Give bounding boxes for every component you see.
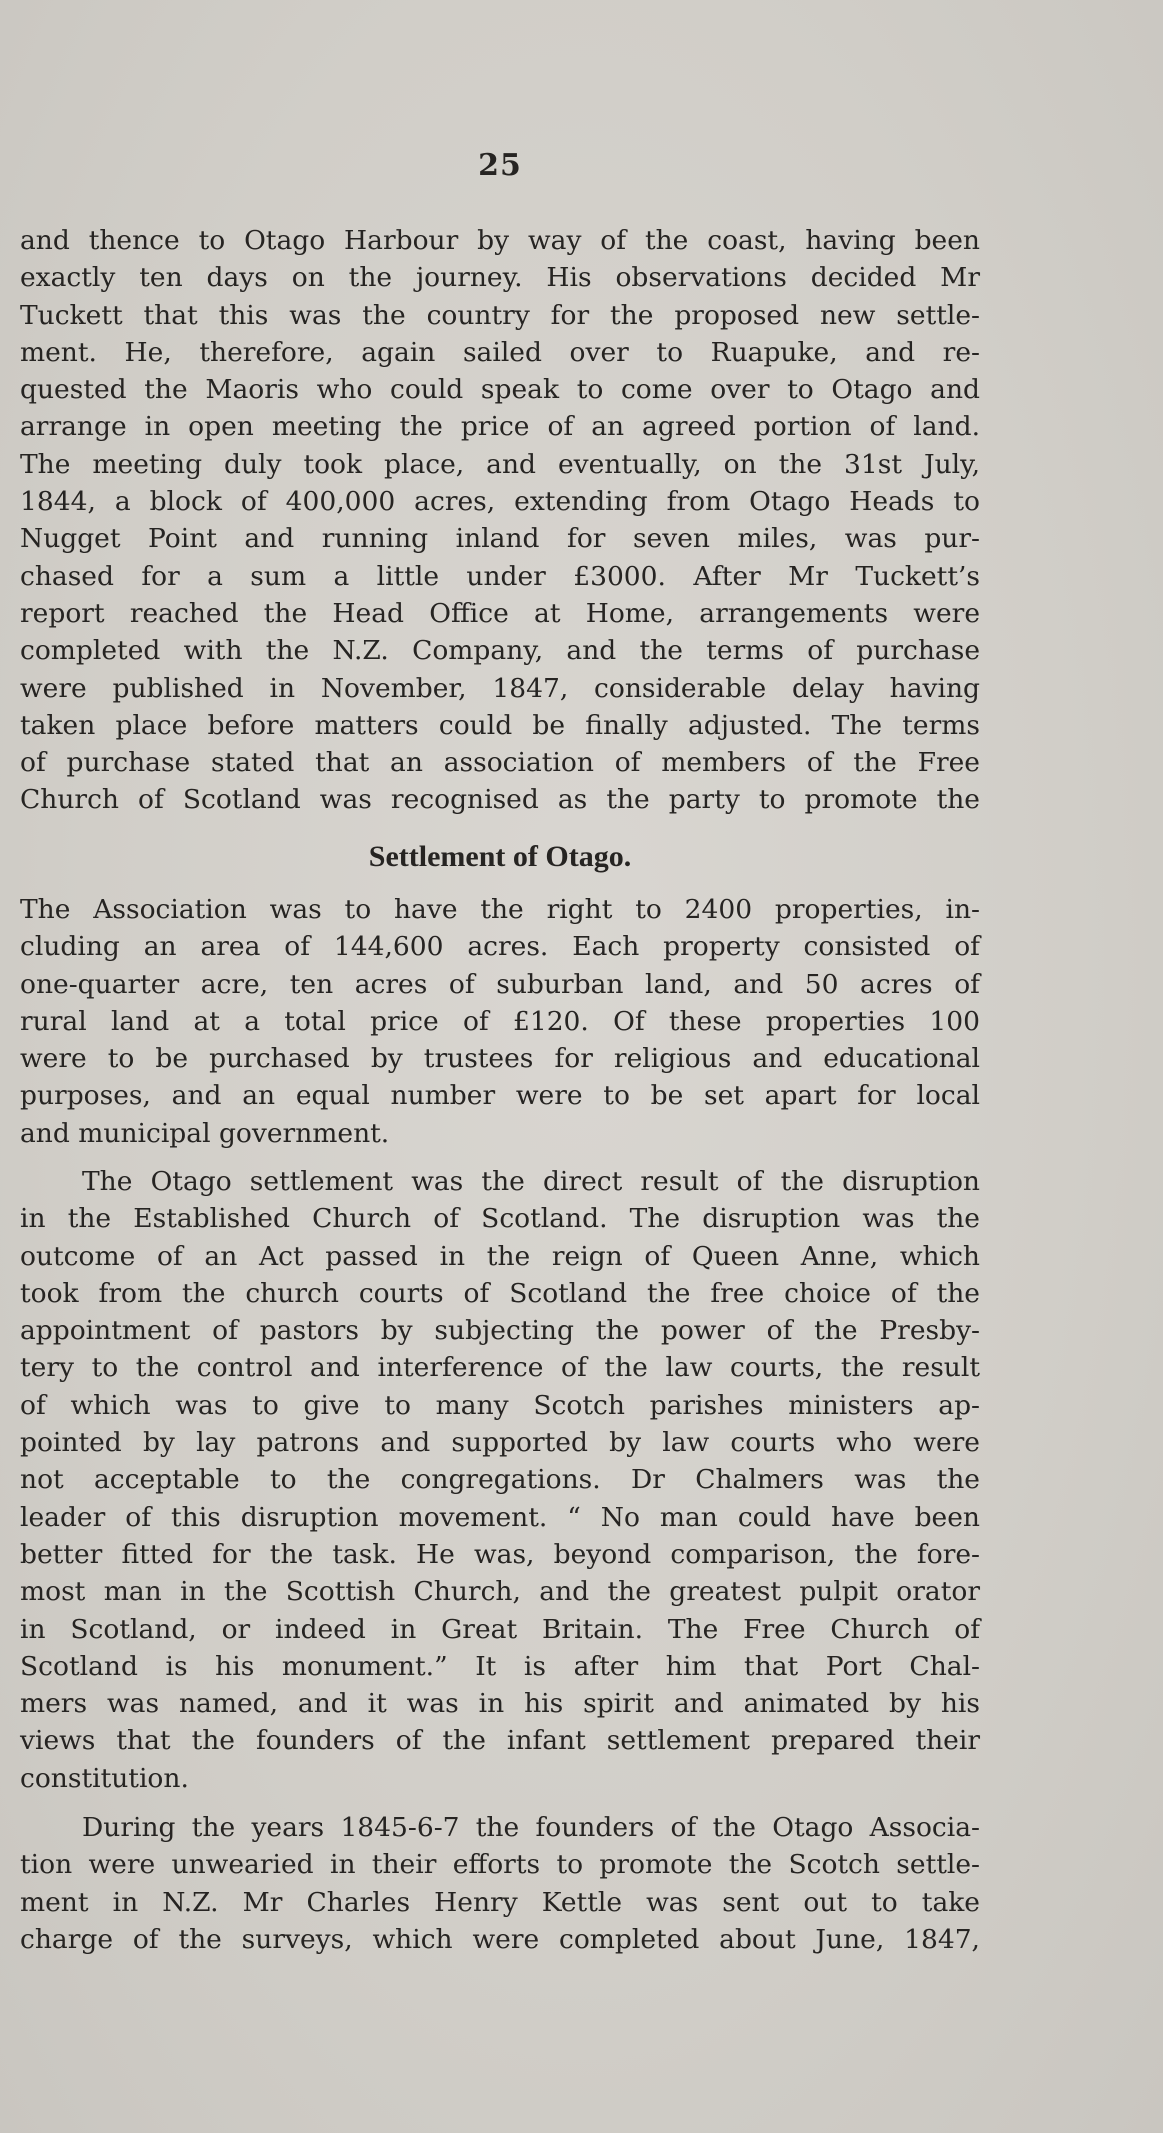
section-heading: Settlement of Otago. — [368, 840, 632, 873]
text-line: in the Established Church of Scotland. The disruption was the — [20, 1203, 980, 1235]
text-line: pointed by lay patrons and supported by law courts who were — [20, 1427, 980, 1459]
text-line: During the years 1845-6-7 the founders of the Otago Associa- — [82, 1812, 980, 1843]
text-line: The Otago settlement was the direct result of the disruption — [82, 1166, 980, 1197]
text-line: quested the Maoris who could speak to come over to Otago and — [20, 374, 980, 406]
text-line: views that the founders of the infant settlement prepared their — [20, 1725, 980, 1757]
text-line: tery to the control and interference of the law courts, the result — [20, 1352, 980, 1384]
paragraph-years — [20, 1809, 980, 1958]
text-line: Church of Scotland was recognised as the party to promote the — [20, 784, 980, 816]
text-line: taken place before matters could be finally adjusted. The terms — [20, 709, 980, 741]
text-line: ment. He, therefore, again sailed over to Ruapuke, and re- — [20, 336, 980, 368]
text-line: charge of the surveys, which were completed about June, 1847, — [20, 1923, 980, 1955]
text-line: leader of this disruption movement. “ No man could have been — [20, 1501, 980, 1533]
paragraph-association — [20, 891, 980, 1152]
text-line: report reached the Head Office at Home, arrangements were — [20, 597, 980, 629]
text-line: exactly ten days on the journey. His observations decided Mr — [20, 262, 980, 294]
text-line: and thence to Otago Harbour by way of the coast, having been — [20, 225, 980, 256]
text-line: were published in November, 1847, considerable delay having — [20, 672, 980, 704]
text-line: and municipal government. — [20, 1117, 390, 1149]
text-line: better fitted for the task. He was, beyond comparison, the fore- — [20, 1538, 980, 1570]
text-line: arrange in open meeting the price of an agreed portion of land. — [20, 411, 980, 443]
text-line: were to be purchased by trustees for religious and educational — [20, 1043, 980, 1075]
text-line: appointment of pastors by subjecting the power of the Presby- — [20, 1315, 980, 1347]
text-line: Scotland is his monument.” It is after him that Port Chal- — [20, 1650, 980, 1682]
paragraph-disruption — [20, 1163, 980, 1797]
text-line: chased for a sum a little under £3000. After Mr Tuckett’s — [20, 560, 980, 592]
text-line: constitution. — [20, 1762, 189, 1794]
text-line: 1844, a block of 400,000 acres, extending from Otago Heads to — [20, 486, 980, 518]
paragraph-intro — [20, 222, 980, 819]
text-line: rural land at a total price of £120. Of these properties 100 — [20, 1005, 980, 1037]
text-line: completed with the N.Z. Company, and the terms of purchase — [20, 635, 980, 667]
text-line: outcome of an Act passed in the reign of Queen Anne, which — [20, 1240, 980, 1272]
text-line: took from the church courts of Scotland the free choice of the — [20, 1277, 980, 1309]
text-line: not acceptable to the congregations. Dr Chalmers was the — [20, 1464, 980, 1496]
text-line: one-quarter acre, ten acres of suburban land, and 50 acres of — [20, 968, 980, 1000]
text-line: The meeting duly took place, and eventually, on the 31st July, — [20, 448, 980, 480]
text-line: of which was to give to many Scotch parishes ministers ap- — [20, 1389, 980, 1421]
text-line: most man in the Scottish Church, and the greatest pulpit orator — [20, 1576, 980, 1608]
text-line: tion were unwearied in their efforts to promote the Scotch settle- — [20, 1849, 980, 1881]
text-line: purposes, and an equal number were to be set apart for local — [20, 1080, 980, 1112]
text-line: mers was named, and it was in his spirit and animated by his — [20, 1688, 980, 1720]
text-line: of purchase stated that an association of members of the Free — [20, 747, 980, 779]
text-line: The Association was to have the right to 2400 properties, in- — [20, 894, 980, 925]
text-line: cluding an area of 144,600 acres. Each property consisted of — [20, 931, 980, 963]
page-number: 25 — [478, 148, 522, 183]
text-line: in Scotland, or indeed in Great Britain. The Free Church of — [20, 1613, 980, 1645]
text-line: Nugget Point and running inland for seven miles, was pur- — [20, 523, 980, 555]
text-line: Tuckett that this was the country for the proposed new settle- — [20, 299, 980, 331]
text-line: ment in N.Z. Mr Charles Henry Kettle was sent out to take — [20, 1886, 980, 1918]
